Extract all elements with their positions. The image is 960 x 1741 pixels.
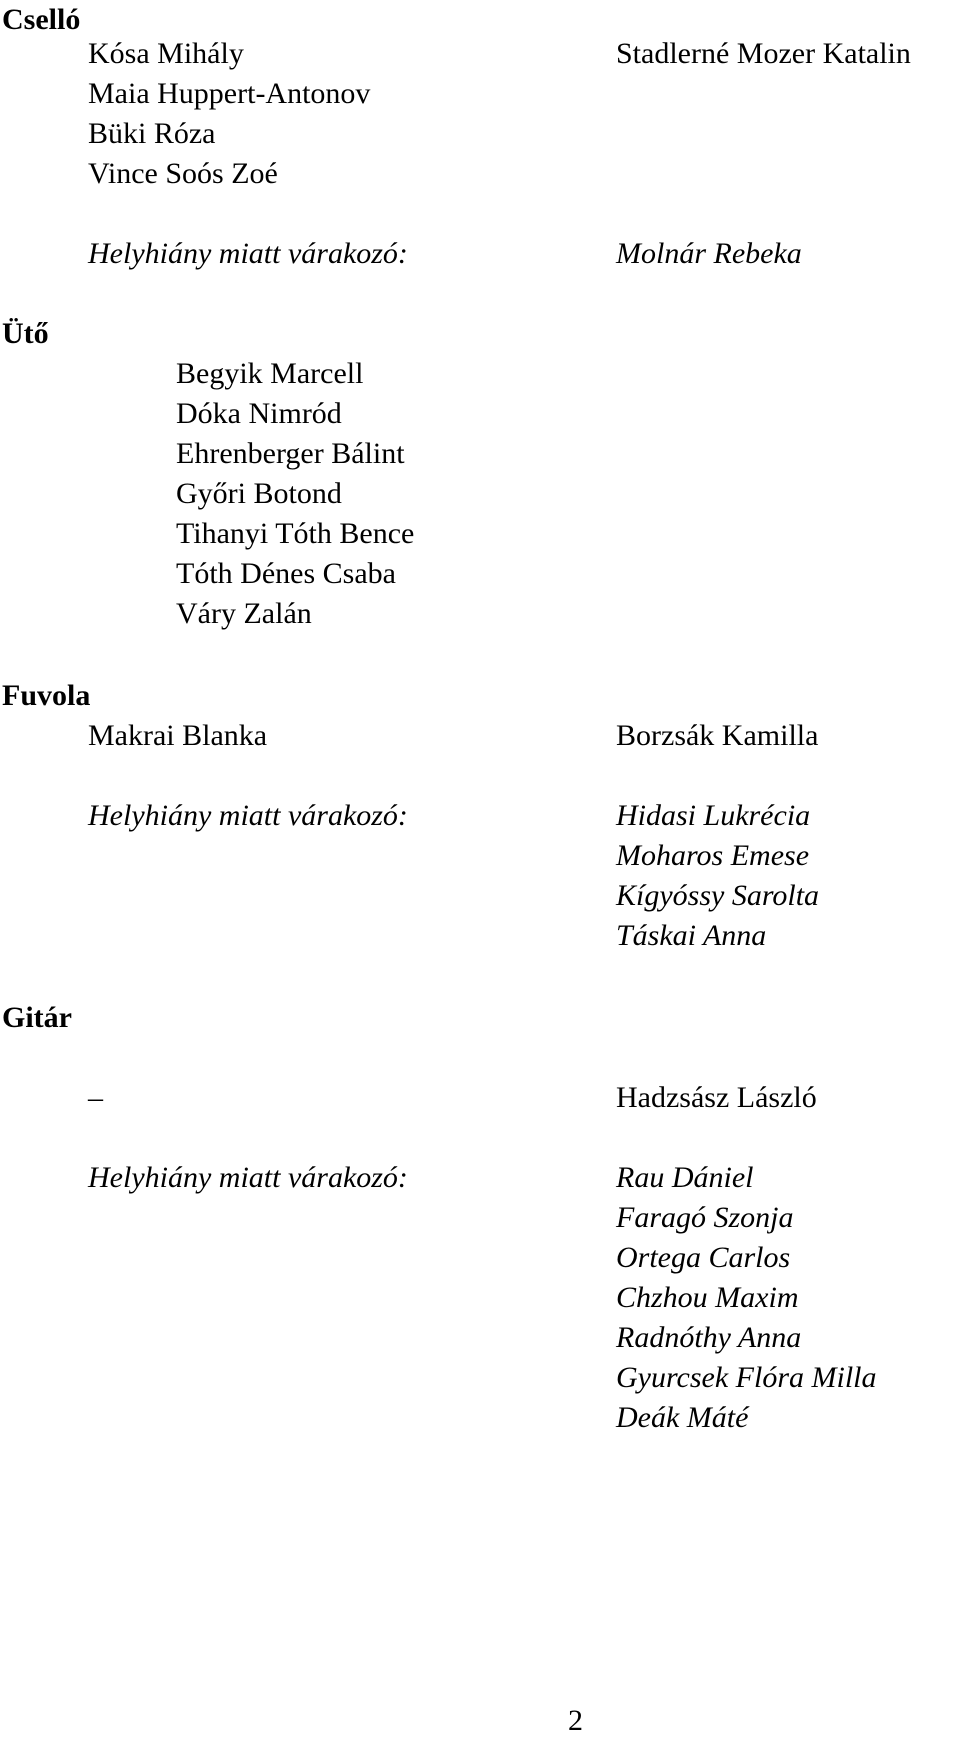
list-item: Makrai Blanka: [88, 719, 268, 752]
list-item: Deák Máté: [616, 1401, 749, 1434]
list-item: Dóka Nimród: [176, 397, 342, 430]
section-heading-cello: Cselló: [2, 3, 81, 36]
list-item: Táskai Anna: [616, 919, 767, 952]
list-item: Moharos Emese: [616, 839, 810, 872]
list-item: Rau Dániel: [616, 1161, 754, 1194]
flute-teacher: Borzsák Kamilla: [616, 719, 819, 752]
list-item: Tóth Dénes Csaba: [176, 557, 396, 590]
cello-waitlist-label: Helyhiány miatt várakozó:: [88, 237, 408, 270]
cello-student-list: [88, 34, 370, 194]
flute-student-list: [88, 716, 267, 756]
list-item: Büki Róza: [88, 117, 216, 150]
list-item: Vince Soós Zoé: [88, 157, 278, 190]
guitar-waitlist-label: Helyhiány miatt várakozó:: [88, 1161, 408, 1194]
list-item: Faragó Szonja: [616, 1201, 794, 1234]
list-item: Begyik Marcell: [176, 357, 364, 390]
list-item: Váry Zalán: [176, 597, 312, 630]
list-item: Ortega Carlos: [616, 1241, 791, 1274]
list-item: Molnár Rebeka: [616, 237, 802, 270]
list-item: Győri Botond: [176, 477, 342, 510]
list-item: Gyurcsek Flóra Milla: [616, 1361, 877, 1394]
list-item: Ehrenberger Bálint: [176, 437, 405, 470]
cello-waitlist: [616, 234, 802, 274]
list-item: Chzhou Maxim: [616, 1281, 799, 1314]
list-item: Hidasi Lukrécia: [616, 799, 811, 832]
flute-waitlist: [616, 796, 819, 956]
list-item: Kósa Mihály: [88, 37, 244, 70]
guitar-waitlist: [616, 1158, 877, 1438]
cello-teacher: Stadlerné Mozer Katalin: [616, 37, 911, 70]
list-item: Radnóthy Anna: [616, 1321, 802, 1354]
section-heading-percussion: Ütő: [2, 317, 49, 350]
guitar-teacher: Hadzsász László: [616, 1081, 817, 1114]
page-number: 2: [568, 1704, 583, 1737]
section-heading-guitar: Gitár: [2, 1001, 72, 1034]
list-item: –: [88, 1081, 103, 1114]
guitar-student-list: [88, 1078, 103, 1118]
list-item: Tihanyi Tóth Bence: [176, 517, 415, 550]
section-heading-flute: Fuvola: [2, 679, 91, 712]
list-item: Maia Huppert-Antonov: [88, 77, 371, 110]
percussion-student-list: [176, 354, 414, 634]
flute-waitlist-label: Helyhiány miatt várakozó:: [88, 799, 408, 832]
list-item: Kígyóssy Sarolta: [616, 879, 820, 912]
